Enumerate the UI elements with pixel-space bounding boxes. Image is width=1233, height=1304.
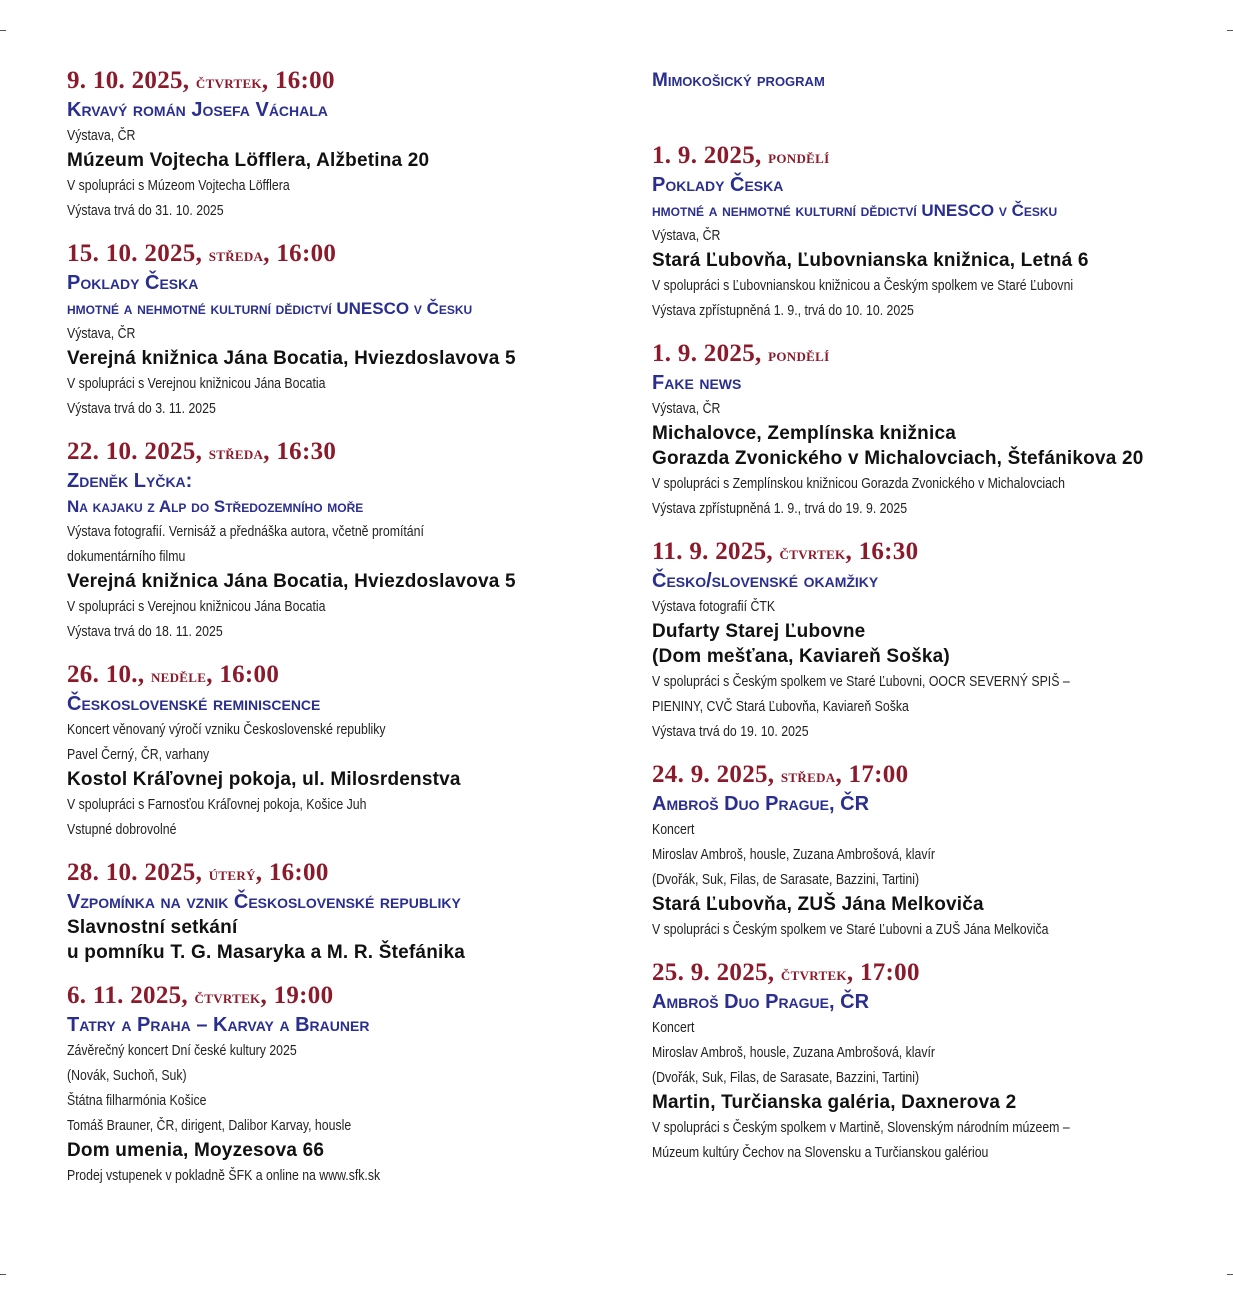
event-detail: (Novák, Suchoň, Suk) xyxy=(67,1067,187,1084)
weekday: pondělí xyxy=(768,147,830,168)
weekday: středa xyxy=(208,443,264,464)
event-venue: (Dom mešťana, Kaviareň Soška) xyxy=(652,646,950,667)
event-venue: Stará Ľubovňa, ZUŠ Jána Melkoviča xyxy=(652,894,984,915)
time-text: , 16:30 xyxy=(845,538,919,565)
date-text: 1. 9. 2025, xyxy=(652,340,769,367)
event-block xyxy=(67,239,627,421)
event-detail: Štátna filharmónia Košice xyxy=(67,1092,207,1109)
event-title: Poklady Česka xyxy=(652,174,784,196)
date-text: 6. 11. 2025, xyxy=(67,982,195,1009)
left-column xyxy=(67,66,627,1204)
event-block xyxy=(67,660,627,842)
event-detail: V spolupráci s Českým spolkem ve Staré Ľubovni a ZUŠ Jána Melkoviča xyxy=(652,921,1049,938)
event-detail: Výstava, ČR xyxy=(652,227,721,244)
event-venue: u pomníku T. G. Masaryka a M. R. Štefánika xyxy=(67,942,466,963)
event-title: Na kajaku z Alp do Středozemního moře xyxy=(67,497,364,516)
event-block xyxy=(67,981,627,1188)
event-venue: Kostol Kráľovnej pokoja, ul. Milosrdenstva xyxy=(67,769,461,790)
time-text: , 16:00 xyxy=(261,67,335,94)
time-text: , 16:30 xyxy=(263,438,337,465)
event-venue: Michalovce, Zemplínska knižnica xyxy=(652,423,956,444)
date-text: 1. 9. 2025, xyxy=(652,142,769,169)
weekday: středa xyxy=(780,766,836,787)
time-text: , 17:00 xyxy=(846,959,920,986)
event-detail: dokumentárního filmu xyxy=(67,548,186,565)
date-text: 26. 10., xyxy=(67,661,151,688)
event-detail: Vstupné dobrovolné xyxy=(67,821,177,838)
event-detail: V spolupráci s Zemplínskou knižnicou Gorazda Zvonického v Michalovciach xyxy=(652,475,1065,492)
event-date xyxy=(652,760,1222,792)
event-detail: PIENINY, CVČ Stará Ľubovňa, Kaviareň Soška xyxy=(652,698,909,715)
event-title: hmotné a nehmotné kulturní dědictví UNESCO v Česku xyxy=(652,201,1058,220)
event-detail: Výstava, ČR xyxy=(67,127,136,144)
event-date xyxy=(652,537,1222,569)
event-title: Ambroš Duo Prague, ČR xyxy=(652,991,870,1013)
event-title: Česko/slovenské okamžiky xyxy=(652,570,879,592)
event-detail: Výstava zpřístupněná 1. 9., trvá do 19. 9. 2025 xyxy=(652,500,908,517)
event-detail: Výstava trvá do 31. 10. 2025 xyxy=(67,202,224,219)
weekday: čtvrtek xyxy=(194,987,261,1008)
event-detail: Múzeum kultúry Čechov na Slovensku a Turčianskou galériou xyxy=(652,1144,989,1161)
event-detail: Výstava fotografií ČTK xyxy=(652,598,776,615)
event-venue: Verejná knižnica Jána Bocatia, Hviezdoslavova 5 xyxy=(67,571,516,592)
event-block xyxy=(652,537,1222,744)
event-title: hmotné a nehmotné kulturní dědictví UNESCO v Česku xyxy=(67,299,473,318)
date-text: 28. 10. 2025, xyxy=(67,859,209,886)
event-venue: Gorazda Zvonického v Michalovciach, Štefánikova 20 xyxy=(652,448,1144,469)
crop-mark xyxy=(0,30,6,31)
crop-mark xyxy=(1227,30,1233,31)
event-detail: Výstava trvá do 19. 10. 2025 xyxy=(652,723,809,740)
event-detail: V spolupráci s Českým spolkem ve Staré Ľubovni, OOCR SEVERNÝ SPIŠ – xyxy=(652,673,1070,690)
weekday: čtvrtek xyxy=(195,72,262,93)
event-detail: Pavel Černý, ČR, varhany xyxy=(67,746,210,763)
event-detail: Koncert xyxy=(652,821,695,838)
time-text: , 19:00 xyxy=(260,982,334,1009)
event-block xyxy=(652,141,1222,323)
event-venue: Múzeum Vojtecha Löfflera, Alžbetina 20 xyxy=(67,150,430,171)
event-detail: V spolupráci s Verejnou knižnicou Jána Bocatia xyxy=(67,598,326,615)
time-text: , 16:00 xyxy=(255,859,329,886)
section-heading: Mimokošický program xyxy=(652,70,825,91)
event-block xyxy=(652,339,1222,521)
date-text: 24. 9. 2025, xyxy=(652,761,781,788)
date-text: 11. 9. 2025, xyxy=(652,538,780,565)
event-title: Tatry a Praha – Karvay a Brauner xyxy=(67,1014,370,1036)
event-detail: V spolupráci s Českým spolkem v Martině, Slovenským národním múzeem – xyxy=(652,1119,1070,1136)
event-date xyxy=(67,858,627,890)
event-detail: Výstava, ČR xyxy=(67,325,136,342)
event-date xyxy=(652,339,1222,371)
event-detail: Výstava trvá do 3. 11. 2025 xyxy=(67,400,216,417)
event-title: Krvavý román Josefa Váchala xyxy=(67,99,328,121)
event-detail: Výstava trvá do 18. 11. 2025 xyxy=(67,623,223,640)
event-date xyxy=(67,437,627,469)
event-date xyxy=(652,141,1222,173)
weekday: neděle xyxy=(150,666,207,687)
event-venue: Dom umenia, Moyzesova 66 xyxy=(67,1140,325,1161)
event-venue: Slavnostní setkání xyxy=(67,917,238,938)
crop-mark xyxy=(1227,1274,1233,1275)
date-text: 15. 10. 2025, xyxy=(67,240,209,267)
event-date xyxy=(67,981,627,1013)
event-detail: Výstava, ČR xyxy=(652,400,721,417)
event-date xyxy=(67,239,627,271)
event-detail: V spolupráci s Ľubovnianskou knižnicou a Českým spolkem ve Staré Ľubovni xyxy=(652,277,1074,294)
event-detail: Výstava fotografií. Vernisáž a přednáška autora, včetně promítání xyxy=(67,523,424,540)
event-venue: Verejná knižnica Jána Bocatia, Hviezdoslavova 5 xyxy=(67,348,516,369)
weekday: pondělí xyxy=(768,345,830,366)
right-column xyxy=(652,66,1222,1181)
event-detail: Miroslav Ambroš, housle, Zuzana Ambrošová, klavír xyxy=(652,1044,936,1061)
event-venue: Dufarty Starej Ľubovne xyxy=(652,621,866,642)
event-title: Ambroš Duo Prague, ČR xyxy=(652,793,870,815)
event-detail: (Dvořák, Suk, Filas, de Sarasate, Bazzini, Tartini) xyxy=(652,1069,920,1086)
event-title: Fake news xyxy=(652,372,742,394)
event-block xyxy=(67,858,627,965)
time-text: , 16:00 xyxy=(206,661,280,688)
event-block xyxy=(67,437,627,644)
weekday: čtvrtek xyxy=(780,964,847,985)
date-text: 22. 10. 2025, xyxy=(67,438,209,465)
event-title: Zdeněk Lyčka: xyxy=(67,470,193,492)
date-text: 25. 9. 2025, xyxy=(652,959,781,986)
event-detail: Výstava zpřístupněná 1. 9., trvá do 10. 10. 2025 xyxy=(652,302,914,319)
event-venue: Martin, Turčianska galéria, Daxnerova 2 xyxy=(652,1092,1017,1113)
event-title: Vzpomínka na vznik Československé republiky xyxy=(67,891,461,913)
crop-mark xyxy=(0,1274,6,1275)
date-text: 9. 10. 2025, xyxy=(67,67,196,94)
weekday: středa xyxy=(208,245,264,266)
event-block xyxy=(67,66,627,223)
weekday: čtvrtek xyxy=(779,543,846,564)
event-date xyxy=(652,958,1222,990)
time-text: , 16:00 xyxy=(263,240,337,267)
event-detail: V spolupráci s Farnosťou Kráľovnej pokoja, Košice Juh xyxy=(67,796,367,813)
time-text: , 17:00 xyxy=(835,761,909,788)
event-block xyxy=(652,958,1222,1165)
event-detail: Tomáš Brauner, ČR, dirigent, Dalibor Karvay, housle xyxy=(67,1117,352,1134)
event-detail: Závěrečný koncert Dní české kultury 2025 xyxy=(67,1042,297,1059)
event-detail: V spolupráci s Verejnou knižnicou Jána Bocatia xyxy=(67,375,326,392)
event-date xyxy=(67,660,627,692)
event-detail: Koncert xyxy=(652,1019,695,1036)
event-detail: (Dvořák, Suk, Filas, de Sarasate, Bazzini, Tartini) xyxy=(652,871,920,888)
event-title: Poklady Česka xyxy=(67,272,199,294)
weekday: úterý xyxy=(208,864,256,885)
event-detail: V spolupráci s Múzeom Vojtecha Löfflera xyxy=(67,177,290,194)
event-detail: Koncert věnovaný výročí vzniku Československé republiky xyxy=(67,721,386,738)
event-date xyxy=(67,66,627,98)
event-block xyxy=(652,760,1222,942)
event-detail: Miroslav Ambroš, housle, Zuzana Ambrošová, klavír xyxy=(652,846,936,863)
event-venue: Stará Ľubovňa, Ľubovnianska knižnica, Letná 6 xyxy=(652,250,1089,271)
event-detail: Prodej vstupenek v pokladně ŠFK a online na www.sfk.sk xyxy=(67,1167,381,1184)
event-title: Československé reminiscence xyxy=(67,693,321,715)
